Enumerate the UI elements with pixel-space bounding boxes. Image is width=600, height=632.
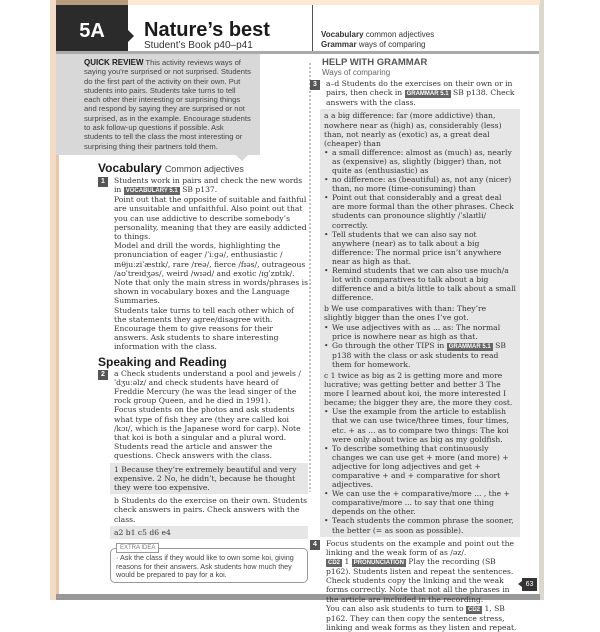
pronunciation-tag: PRONUNCIATION xyxy=(353,560,404,567)
speaking-instructions xyxy=(60,369,308,461)
vocabulary-p1-text: Students work in pairs and check the new words in xyxy=(114,175,303,195)
grammar-answers xyxy=(324,111,516,534)
header-meta xyxy=(321,30,434,50)
meta-value: ways of comparing xyxy=(358,40,426,49)
grammar-subtitle: Ways of comparing xyxy=(322,68,391,77)
quick-review-body: This activity reviews ways of saying you're surprised or not surprised. Students do the first part of the activity on their own. Put students into pairs. Students take turns to tell each other their interesting or surprising things and respond by saying they are surprised or not surprised, as in the example. Encourage students to ask follow-up questions if possible. Ask students to tell the class the most interesting or surprising thing their partners told them. xyxy=(84,58,251,151)
answer-b: b We use comparatives with than: They’re slightly bigger than the ones I’ve got. xyxy=(324,304,487,323)
extra-idea-text: · Ask the class if they would like to own some koi, giving reasons for their answers. Ask students how much they would be prepared to pay for a koi. xyxy=(116,553,294,580)
extra-idea-body: Ask the class if they would like to own some koi, giving reasons for their answers. Ask students how much they would be prepared to pay for a koi. xyxy=(116,553,294,580)
vocabulary-p3: Model and drill the words, highlighting the pronunciation of eager /ˈiːgə/, enthusiastic /ɪnθjuːziˈæstɪk/, rare /reə/, fierce /fɪəs/, outrageous /aʊˈtreɪdʒəs/, weird /wɪəd/ and exotic /ɪgˈzɒtɪk/. xyxy=(114,241,306,278)
answer-box-1: 1 Because they’re extremely beautiful and very expensive. 2 No, he didn’t, because he thought they were too expensive. xyxy=(110,463,308,495)
unit-badge-arrow-icon xyxy=(128,30,134,42)
answer-c-note-4: • Teach students the common phrase the sooner, the better (= as soon as possible). xyxy=(324,516,516,534)
exercise-4-p3-text: You can also ask students to turn to xyxy=(326,603,464,613)
exercise-number-2: 2 xyxy=(98,370,108,380)
vocabulary-subtitle: Common adjectives xyxy=(164,163,244,174)
exercise-4-p2 xyxy=(326,557,520,604)
grammar-answers-box xyxy=(320,109,520,536)
answer-a-big-difference: a a big difference: far (more addictive) than, nowhere near as (high) as, considerably (less) than, not nearly as (exotic) as, a great deal (cheaper) than xyxy=(324,111,502,148)
answer-box-2: a2 b1 c5 d6 e4 xyxy=(110,526,308,539)
speaking-heading: Speaking and Reading xyxy=(98,354,227,369)
answer-c: c 1 twice as big as 2 is getting more and more lucrative; was getting better and better 3 The more I learned about koi, the more interested I became; the bigger they are, the more they cost. xyxy=(324,370,513,408)
meta-grammar xyxy=(321,40,434,50)
answer-a-note-1: • Point out that considerably and a great deal are more formal than the other phrases. Check students can pronounce slightly /ˈslaɪtli/ correctly. xyxy=(324,193,516,229)
quick-review-box xyxy=(56,54,260,155)
track-number-2: 1, xyxy=(484,603,492,613)
exercise-4 xyxy=(314,539,520,632)
vocabulary-reference-tag: VOCABULARY 5.1 xyxy=(125,188,178,195)
cd-tag: CD2 xyxy=(328,560,341,567)
answer-a-no-difference: • no difference: as (beautiful) as, not any (nicer) than, no more (time-consuming) than xyxy=(324,175,516,193)
meta-label: Grammar xyxy=(321,40,357,49)
meta-value: common adjectives xyxy=(365,30,435,39)
exercise-4-p1: Focus students on the example and point out the linking and the weak form of as /əz/. xyxy=(326,538,515,557)
exercise-number-4: 4 xyxy=(310,540,320,550)
meta-vocabulary xyxy=(321,30,434,40)
page-number: 63 xyxy=(522,578,537,591)
speaking-p2: Focus students on the photos and ask students what type of fish they are (they are called koi /kɔɪ/, which is the Japanese word for carp). Note that koi is both a singular and a plural word. xyxy=(114,405,301,443)
grammar-intro-text: a–d Students do the exercises on their own or in pairs, then check in xyxy=(326,79,513,98)
unit-title: Nature’s best xyxy=(144,19,270,41)
vocabulary-instructions xyxy=(60,176,308,352)
meta-label: Vocabulary xyxy=(321,30,364,39)
speaking-p1: a Check students understand a pool and jewels /ˈdʒuːəlz/ and check students have heard of Freddie Mercury (he was the lead singer of the rock group Queen, and he died in 1991). xyxy=(114,368,301,406)
header-divider xyxy=(312,5,313,51)
vocabulary-heading xyxy=(98,161,308,176)
cd-tag-2: CD2 xyxy=(468,606,481,613)
vocabulary-p1 xyxy=(114,176,308,195)
left-column xyxy=(60,54,308,583)
page-edge-right xyxy=(539,0,544,600)
grammar-reference-tag: GRAMMAR 5.1 xyxy=(406,91,449,98)
answer-b-note-2-text: Go through the other TIPS in xyxy=(332,340,445,350)
exercise-4-p2-text: Play the recording (SB p162). Students listen and repeat the sentences. Check students copy the linking and the weak forms correctly. Note that not all the phrases in the article are included in the recording. xyxy=(326,557,514,604)
answer-c-note-2: • To describe something that continuously changes we can use get + more (and more) + adjective for long adjectives and get + comparative + and + comparative for short adjectives. xyxy=(324,444,516,489)
track-number: 1 xyxy=(344,557,350,567)
vocabulary-title: Vocabulary xyxy=(98,160,162,175)
answer-a-note-3: • Remind students that we can also use much/a lot with comparatives to talk about a big difference and a bit/a little to talk about a small difference. xyxy=(324,266,516,302)
unit-subtitle: Student’s Book p40–p41 xyxy=(144,40,253,51)
answer-c-note-3: • We can use the + comparative/more ... , the + comparative/more ... to say that one thing depends on the other. xyxy=(324,489,516,516)
exercise-4-p3-ref: SB p162. They can then copy the sentence stress, linking and weak forms as they listen and repeat. xyxy=(326,603,517,632)
extra-idea-box xyxy=(110,548,308,583)
answer-a-small-difference: • a small difference: almost as (much) as, nearly as (expensive) as, slightly (bigger) than, not quite as (enthusiastic) as xyxy=(324,148,516,175)
vocabulary-p4: Note that only the main stress in words/phrases is shown in vocabulary boxes and the Language Summaries. xyxy=(114,278,308,306)
unit-header xyxy=(56,5,539,54)
quick-review-text xyxy=(84,58,254,151)
vocabulary-sb-ref: SB p137. xyxy=(182,185,218,195)
exercise-number-1: 1 xyxy=(98,177,108,187)
vocabulary-p5: Students take turns to tell each other which of the statements they agree/disagree with. Encourage them to give reasons for their answers. Ask students to share interesting information with the class. xyxy=(114,305,294,352)
answer-b-note-2-ref: SB p138 with the class or ask students to read them for homework. xyxy=(332,340,506,369)
exercise-number-3: 3 xyxy=(310,80,320,90)
dotted-divider xyxy=(309,62,311,492)
grammar-tips-tag: GRAMMAR 5.1 xyxy=(448,343,491,350)
answer-c-note-1: • Use the example from the article to establish that we can use twice/three times, four times, etc. + as ... as to compare two things: The koi were only about twice as big as my goldfish. xyxy=(324,407,516,443)
extra-idea xyxy=(110,545,308,583)
answer-b-note-2 xyxy=(324,341,516,369)
unit-badge: 5A xyxy=(56,5,128,51)
right-column xyxy=(314,57,520,632)
answer-a-note-2: • Tell students that we can also say not anywhere (near) as to talk about a big difference: The normal price isn’t anywhere near as high as that. xyxy=(324,230,516,266)
grammar-intro xyxy=(314,79,520,107)
extra-idea-label: EXTRA IDEA xyxy=(116,543,159,553)
speaking-p3: Students read the article and answer the questions. Check answers with the class. xyxy=(114,442,273,461)
exercise-4-p3 xyxy=(326,604,520,632)
grammar-intro-sb-ref: SB p138. Check answers with the class. xyxy=(326,88,515,108)
answer-b-note-1: • We use adjectives with as ... as: The normal price is nowhere near as high as that. xyxy=(324,323,516,341)
vocabulary-p2: Point out that the opposite of suitable and faithful are unsuitable and unfaithful. Also point out that you can use addictive to describe somebody’s personality, meaning that they are easily addicted to things. xyxy=(114,195,307,241)
grammar-title: HELP WITH GRAMMAR xyxy=(322,57,428,68)
speaking-p4: b Students do the exercise on their own. Students check answers in pairs. Check answers with the class. xyxy=(114,496,308,524)
quick-review-label: QUICK REVIEW xyxy=(84,58,144,67)
